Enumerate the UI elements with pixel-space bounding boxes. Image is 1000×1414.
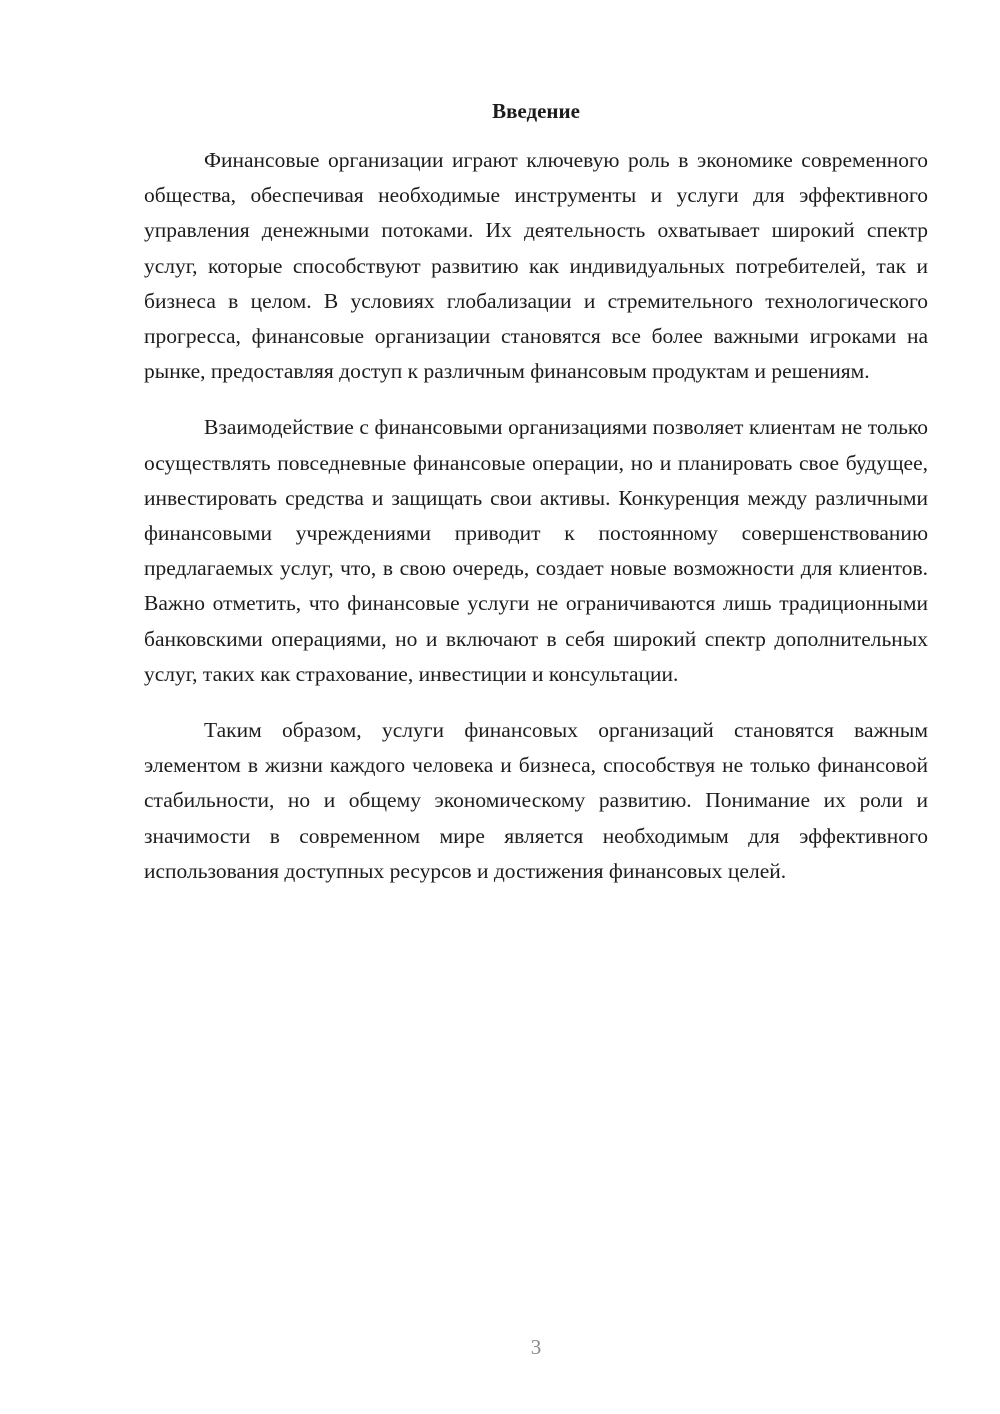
section-title: Введение <box>492 99 580 123</box>
paragraph-2: Взаимодействие с финансовыми организациями позволяет клиентам не только осуществлять повседневные финансовые операции, но и планировать свое будущее, инвестировать средства и защищать свои активы. Конкуренция между различными финансовыми учреждениями приводит к постоянному совершенствованию предлагаемых услуг, что, в свою очередь, создает новые возможности для клиентов. Важно отметить, что финансовые услуги не ограничиваются лишь традиционными банковскими операциями, но и включают в себя широкий спектр дополнительных услуг, таких как страхование, инвестиции и консультации. <box>144 415 928 686</box>
page-number: 3 <box>530 1335 542 1359</box>
paragraph-1: Финансовые организации играют ключевую роль в экономике современного общества, обеспечивая необходимые инструменты и услуги для эффективного управления денежными потоками. Их деятельность охватывает широкий спектр услуг, которые способствуют развитию как индивидуальных потребителей, так и бизнеса в целом. В условиях глобализации и стремительного технологического прогресса, финансовые организации становятся все более важными игроками на рынке, предоставляя доступ к различным финансовым продуктам и решениям. <box>144 148 928 384</box>
paragraph-3: Таким образом, услуги финансовых организаций становятся важным элементом в жизни каждого человека и бизнеса, способствуя не только финансовой стабильности, но и общему экономическому развитию. Понимание их роли и значимости в современном мире является необходимым для эффективного использования доступных ресурсов и достижения финансовых целей. <box>144 718 928 883</box>
body-text <box>144 143 928 910</box>
